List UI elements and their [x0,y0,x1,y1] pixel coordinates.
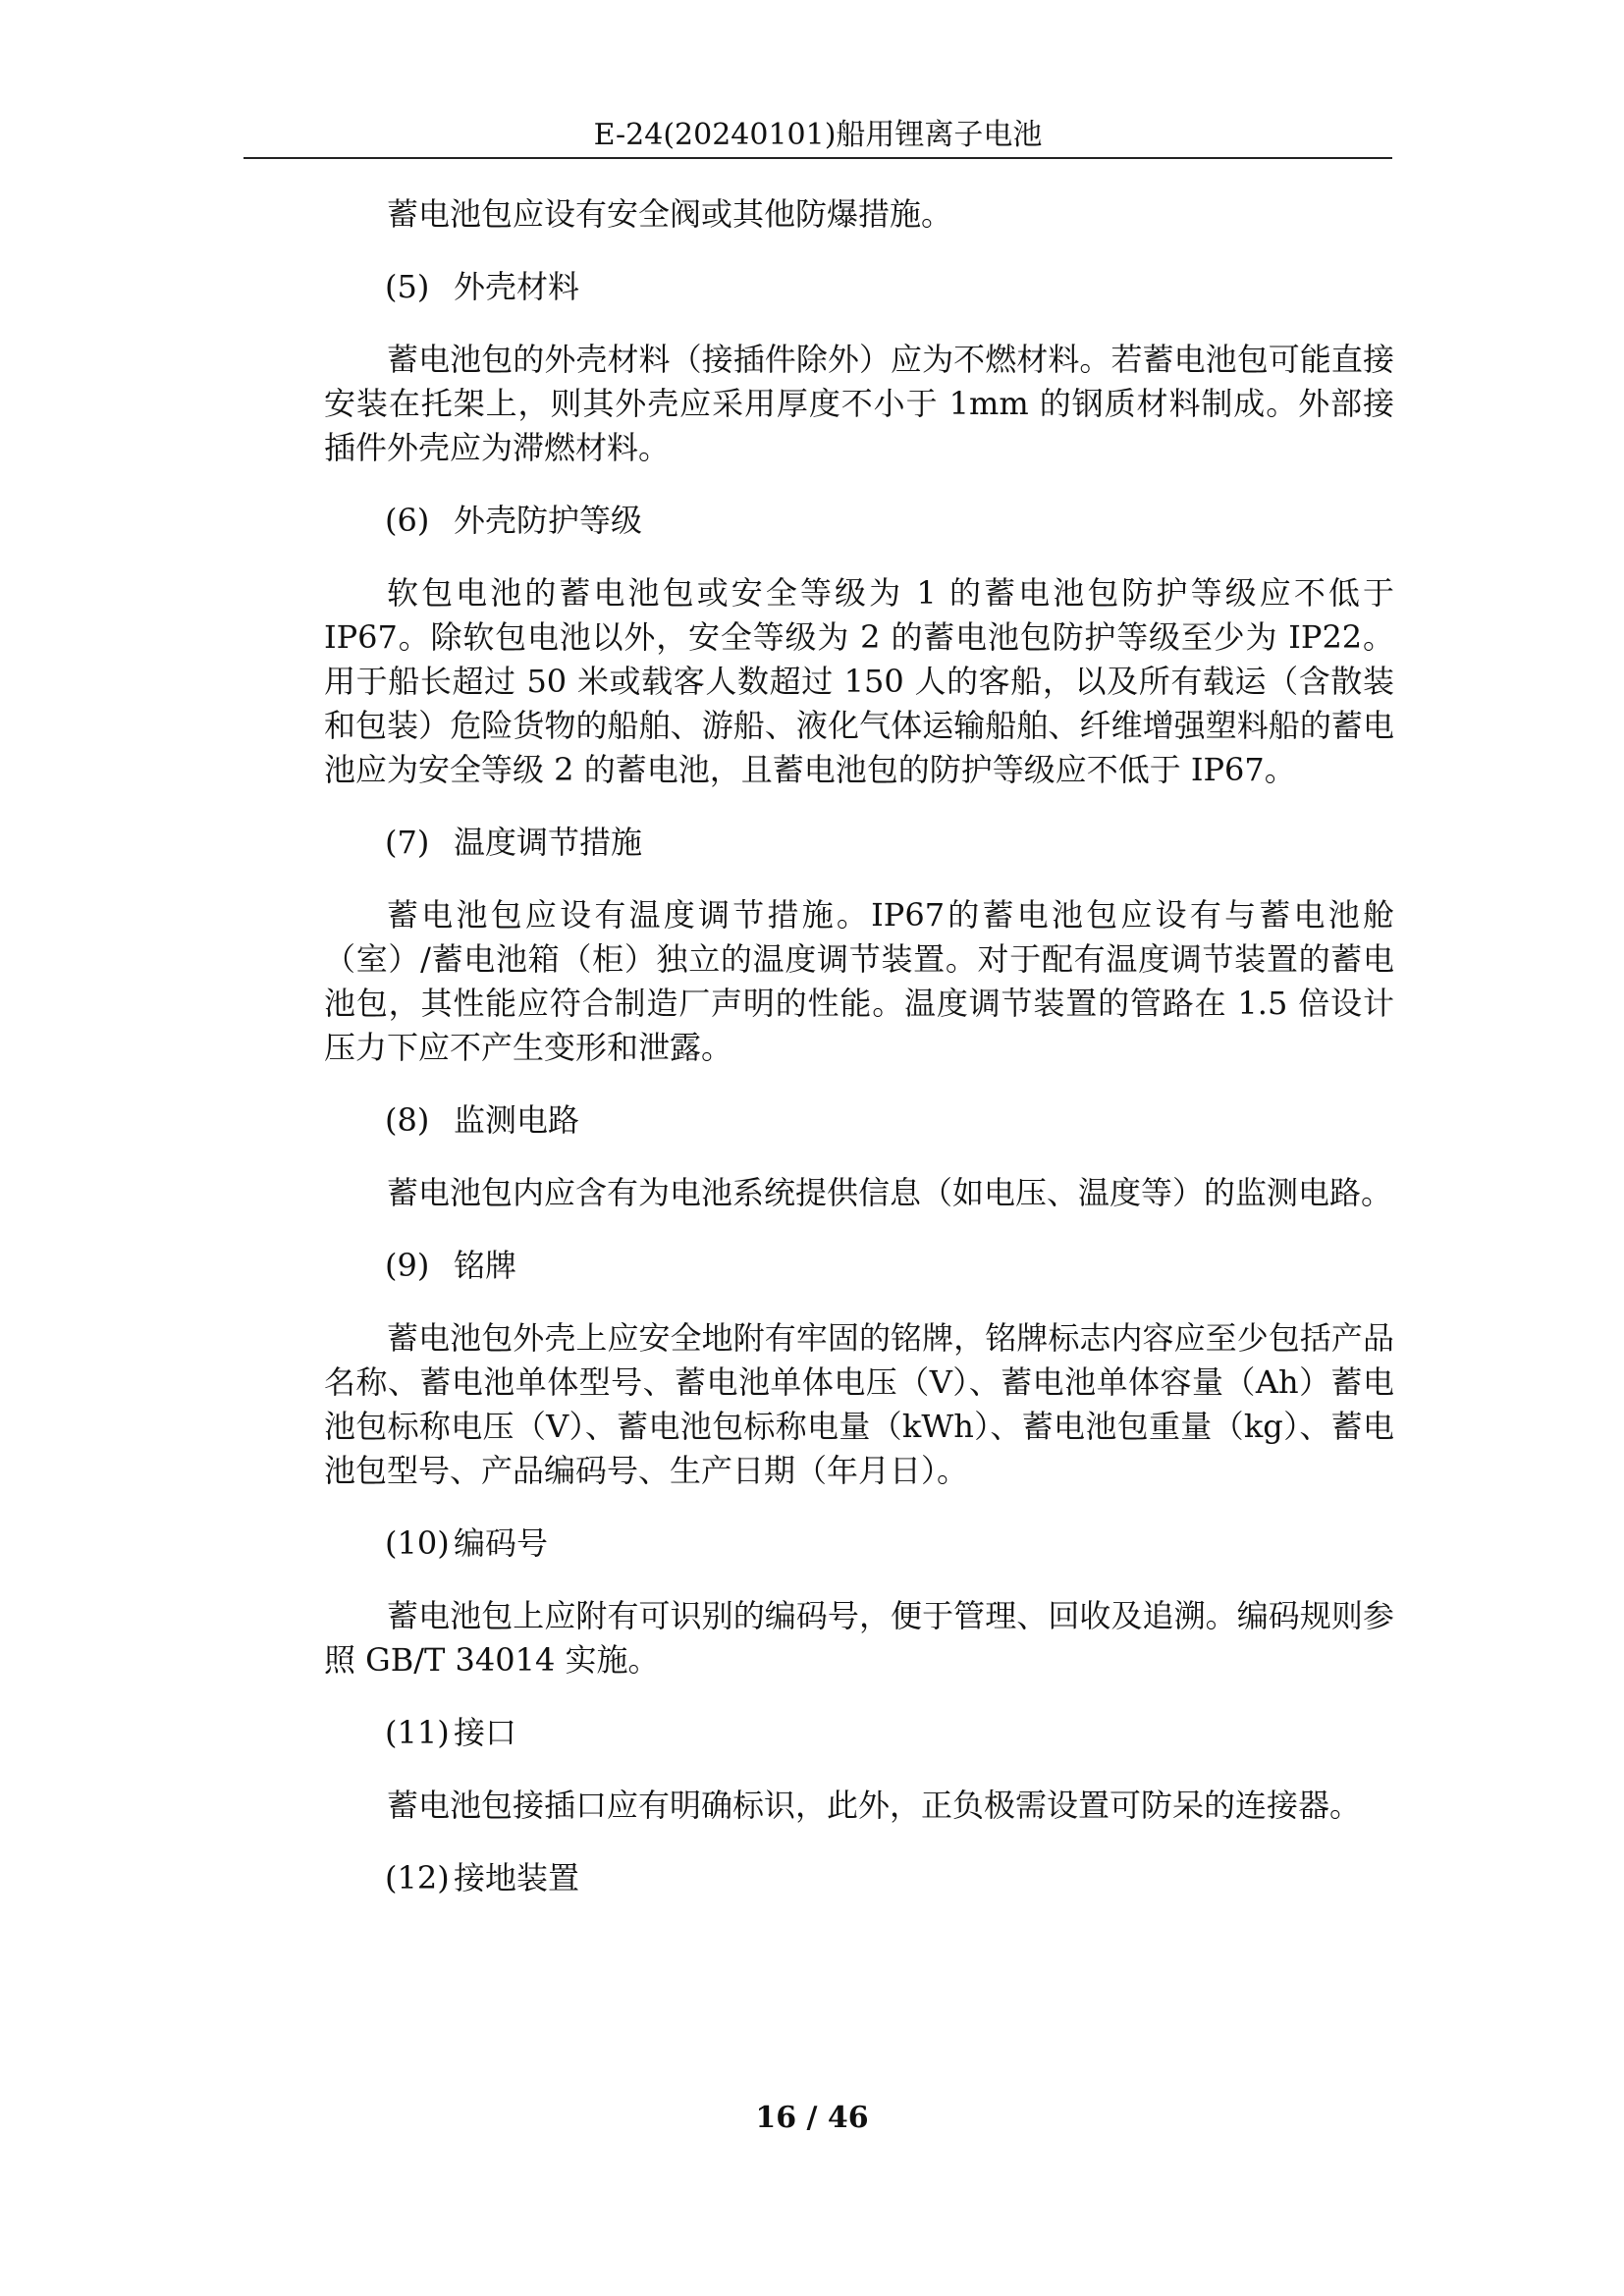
section-heading [324,1522,1394,1566]
section-heading [324,1856,1394,1900]
section-number: (7) [385,824,430,861]
section-number: (11) [385,1714,450,1751]
section-heading [324,1244,1394,1288]
section-heading [324,821,1394,865]
page-number: 16 / 46 [755,2101,869,2135]
section-heading [324,499,1394,543]
paragraph: 蓄电池包上应附有可识别的编码号，便于管理、回收及追溯。编码规则参照 GB/T 34014 实施。 [324,1597,1394,1679]
paragraph: 蓄电池包应设有温度调节措施。IP67的蓄电池包应设有与蓄电池舱（室）/蓄电池箱（柜）独立的温度调节装置。对于配有温度调节装置的蓄电池包，其性能应符合制造厂声明的性能。温度调节装置的管路在 1.5 倍设计压力下应不产生变形和泄露。 [324,896,1394,1066]
paragraph: 蓄电池包内应含有为电池系统提供信息（如电压、温度等）的监测电路。 [387,1174,1393,1211]
paragraph: 蓄电池包接插口应有明确标识，此外，正负极需设置可防呆的连接器。 [387,1787,1362,1824]
section-title: 温度调节措施 [454,824,643,861]
section-title: 监测电路 [454,1101,580,1139]
section-heading [324,265,1394,309]
header-divider [244,157,1392,159]
section-title: 接地装置 [454,1859,580,1896]
section-number: (9) [385,1247,430,1284]
section-title: 铭牌 [454,1247,517,1284]
section-number: (10) [385,1524,450,1562]
section-heading [324,1098,1394,1143]
paragraph: 蓄电池包外壳上应安全地附有牢固的铭牌，铭牌标志内容应至少包括产品名称、蓄电池单体型号、蓄电池单体电压（V）、蓄电池单体容量（Ah）蓄电池包标称电压（V）、蓄电池包标称电量（kWh）、蓄电池包重量（kg）、蓄电池包型号、产品编码号、生产日期（年月日）。 [324,1319,1394,1489]
section-title: 编码号 [454,1524,549,1562]
section-number: (8) [385,1101,430,1139]
section-title: 外壳材料 [454,268,580,305]
paragraph: 蓄电池包应设有安全阀或其他防爆措施。 [387,195,953,233]
section-number: (6) [385,502,430,539]
section-heading [324,1711,1394,1755]
section-number: (5) [385,268,430,305]
document-body [324,192,1394,1900]
section-title: 外壳防护等级 [454,502,643,539]
paragraph: 蓄电池包的外壳材料（接插件除外）应为不燃材料。若蓄电池包可能直接安装在托架上，则其外壳应采用厚度不小于 1mm 的钢质材料制成。外部接插件外壳应为滞燃材料。 [324,341,1394,466]
section-number: (12) [385,1859,450,1896]
page-header: E-24(20240101)船用锂离子电池 [593,118,1043,152]
section-title: 接口 [454,1714,517,1751]
paragraph: 软包电池的蓄电池包或安全等级为 1 的蓄电池包防护等级应不低于IP67。除软包电池以外，安全等级为 2 的蓄电池包防护等级至少为 IP22。用于船长超过 50 米或载客人数超过 150 人的客船，以及所有载运（含散装和包装）危险货物的船舶、游船、液化气体运输船舶、纤维增强塑料船的蓄电池应为安全等级 2 的蓄电池，且蓄电池包的防护等级应不低于 IP67。 [324,574,1394,788]
